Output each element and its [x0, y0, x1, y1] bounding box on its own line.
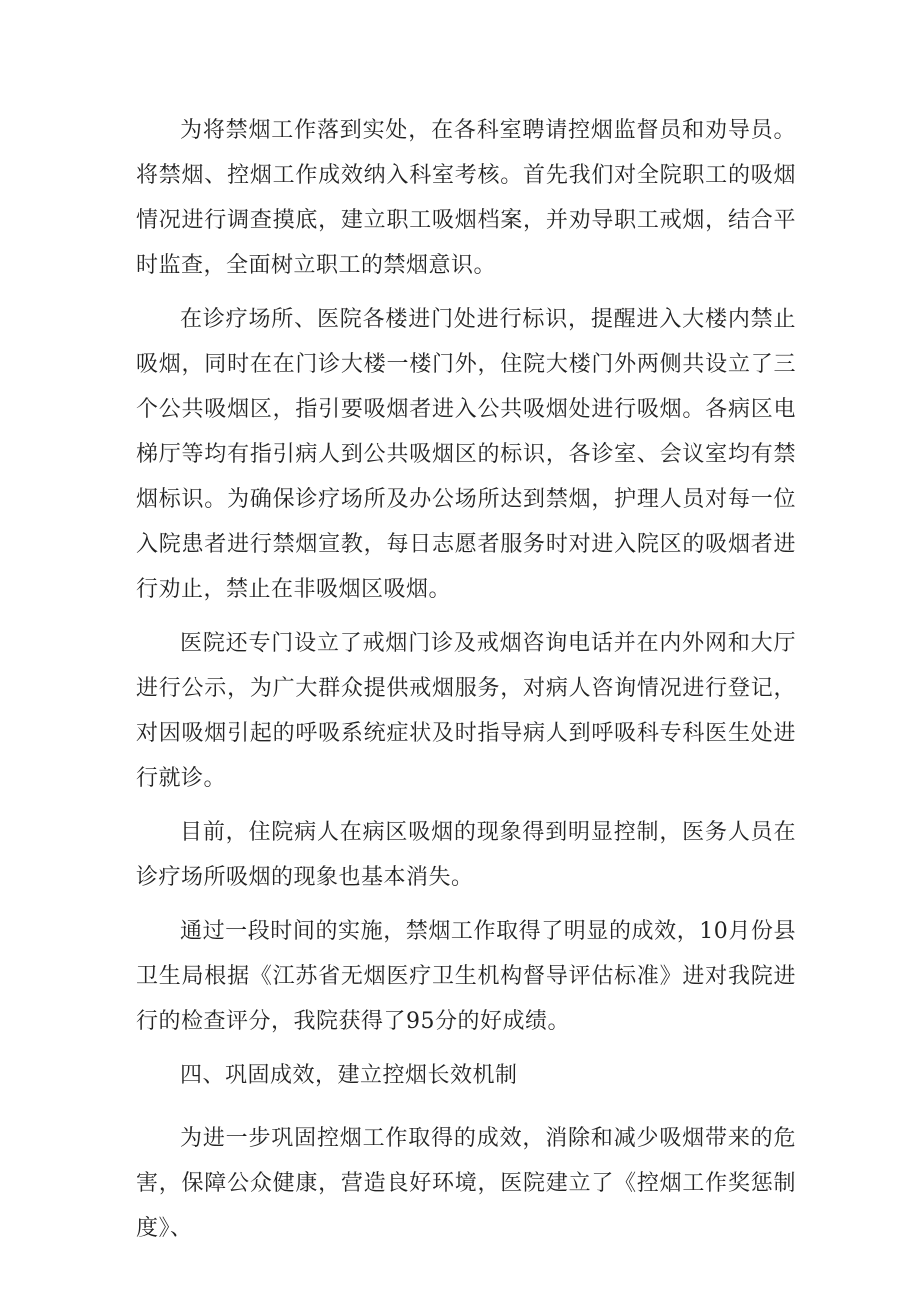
paragraph-current-status: 目前，住院病人在病区吸烟的现象得到明显控制，医务人员在诊疗场所吸烟的现象也基本消失。	[136, 820, 796, 890]
paragraph-signage: 在诊疗场所、医院各楼进门处进行标识，提醒进入大楼内禁止吸烟，同时在在门诊大楼一楼门外，住院大楼门外两侧共设立了三个公共吸烟区，指引要吸烟者进入公共吸烟处进行吸烟。各病区电梯厅等均有指引病人到公共吸烟区的标识，各诊室、会议室均有禁烟标识。为确保诊疗场所及办公场所达到禁烟，护理人员对每一位入院患者进行禁烟宣教，每日志愿者服务时对进入院区的吸烟者进行劝止，禁止在非吸烟区吸烟。	[136, 307, 796, 602]
section-heading: 四、巩固成效，建立控烟长效机制	[180, 1063, 518, 1088]
paragraph-long-term-mechanism: 为进一步巩固控烟工作取得的成效，消除和减少吸烟带来的危害，保障公众健康，营造良好环境，医院建立了《控烟工作奖惩制度》、	[136, 1126, 796, 1241]
paragraph-supervisors: 为将禁烟工作落到实处，在各科室聘请控烟监督员和劝导员。将禁烟、控烟工作成效纳入科室考核。首先我们对全院职工的吸烟情况进行调查摸底，建立职工吸烟档案，并劝导职工戒烟，结合平时监查，全面树立职工的禁烟意识。	[136, 118, 796, 278]
paragraph-evaluation-result: 通过一段时间的实施，禁烟工作取得了明显的成效，10月份县卫生局根据《江苏省无烟医疗卫生机构督导评估标准》进对我院进行的检查评分，我院获得了95分的好成绩。	[136, 919, 796, 1034]
document-body	[136, 108, 796, 1260]
paragraph-cessation-clinic: 医院还专门设立了戒烟门诊及戒烟咨询电话并在内外网和大厅进行公示，为广大群众提供戒烟服务，对病人咨询情况进行登记，对因吸烟引起的呼吸系统症状及时指导病人到呼吸科专科医生处进行就诊。	[136, 631, 796, 791]
